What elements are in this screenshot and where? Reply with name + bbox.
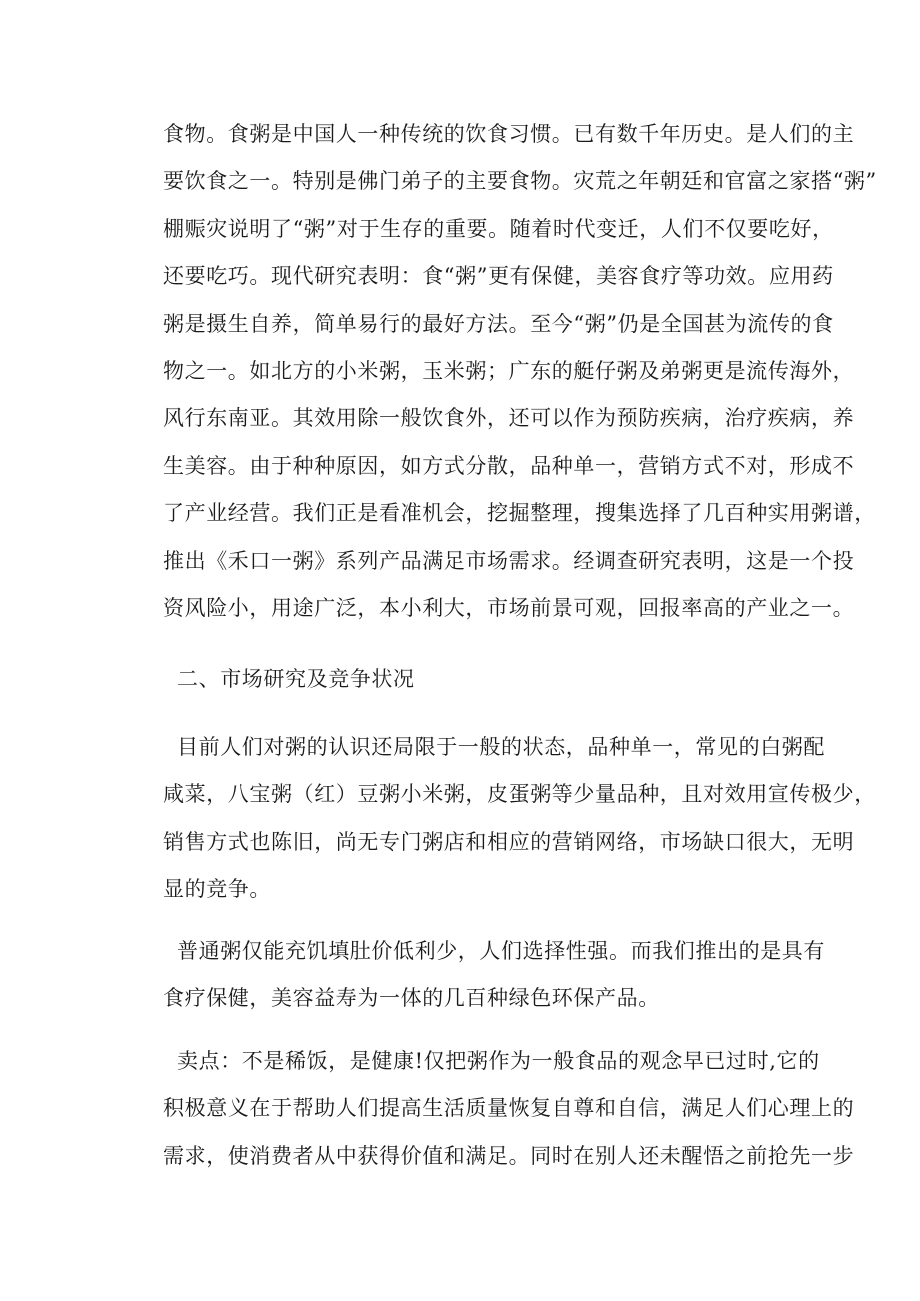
paragraph-line: 还要吃巧。现代研究表明：食“粥”更有保健，美容食疗等功效。应用药 <box>163 264 834 289</box>
paragraph-line: 咸菜，八宝粥（红）豆粥小米粥，皮蛋粥等少量品种，且对效用宣传极少， <box>163 782 876 807</box>
paragraph-line: 了产业经营。我们正是看准机会，挖掘整理，搜集选择了几百种实用粥谱， <box>163 501 876 526</box>
paragraph-line: 食物。食粥是中国人一种传统的饮食习惯。已有数千年历史。是人们的主 <box>163 122 855 146</box>
paragraph-market-status <box>163 724 876 914</box>
paragraph-line: 粥是摄生自养，简单易行的最好方法。至今“粥”仍是全国甚为流传的食 <box>163 311 834 336</box>
paragraph-line: 物之一。如北方的小米粥，玉米粥；广东的艇仔粥及弟粥更是流传海外， <box>163 358 855 383</box>
section-heading-text: 二、市场研究及竞争状况 <box>177 667 415 691</box>
paragraph-line: 风行东南亚。其效用除一般饮食外，还可以作为预防疾病，治疗疾病，养 <box>163 406 855 431</box>
paragraph-line: 卖点：不是稀饭，是健康!仅把粥作为一般食品的观念早已过时,它的 <box>177 1049 820 1073</box>
paragraph-line: 资风险小，用途广泛，本小利大，市场前景可观，回报率高的产业之一。 <box>163 595 855 620</box>
paragraph-selling-point <box>163 1038 855 1180</box>
paragraph-intro <box>163 111 877 632</box>
paragraph-line: 生美容。由于种种原因，如方式分散，品种单一，营销方式不对，形成不 <box>163 453 855 478</box>
paragraph-line: 销售方式也陈旧，尚无专门粥店和相应的营销网络，市场缺口很大，无明 <box>163 829 855 854</box>
section-heading <box>163 656 773 703</box>
paragraph-line: 需求，使消费者从中获得价值和满足。同时在别人还未醒悟之前抢先一步 <box>163 1143 855 1168</box>
paragraph-product-comparison <box>163 928 825 1023</box>
paragraph-line: 食疗保健，美容益寿为一体的几百种绿色环保产品。 <box>163 986 660 1011</box>
paragraph-line: 要饮食之一。特别是佛门弟子的主要食物。灾荒之年朝廷和官富之家搭“粥” <box>163 169 877 194</box>
paragraph-line: 普通粥仅能充饥填肚价低利少，人们选择性强。而我们推出的是具有 <box>177 939 825 963</box>
paragraph-line: 棚赈灾说明了“粥”对于生存的重要。随着时代变迁，人们不仅要吃好， <box>163 216 834 241</box>
paragraph-line: 显的竞争。 <box>163 877 271 902</box>
paragraph-line: 积极意义在于帮助人们提高生活质量恢复自尊和自信，满足人们心理上的 <box>163 1096 855 1121</box>
paragraph-line: 推出《禾口一粥》系列产品满足市场需求。经调查研究表明，这是一个投 <box>163 548 855 573</box>
paragraph-line: 目前人们对粥的认识还局限于一般的状态，品种单一，常见的白粥配 <box>177 735 825 759</box>
